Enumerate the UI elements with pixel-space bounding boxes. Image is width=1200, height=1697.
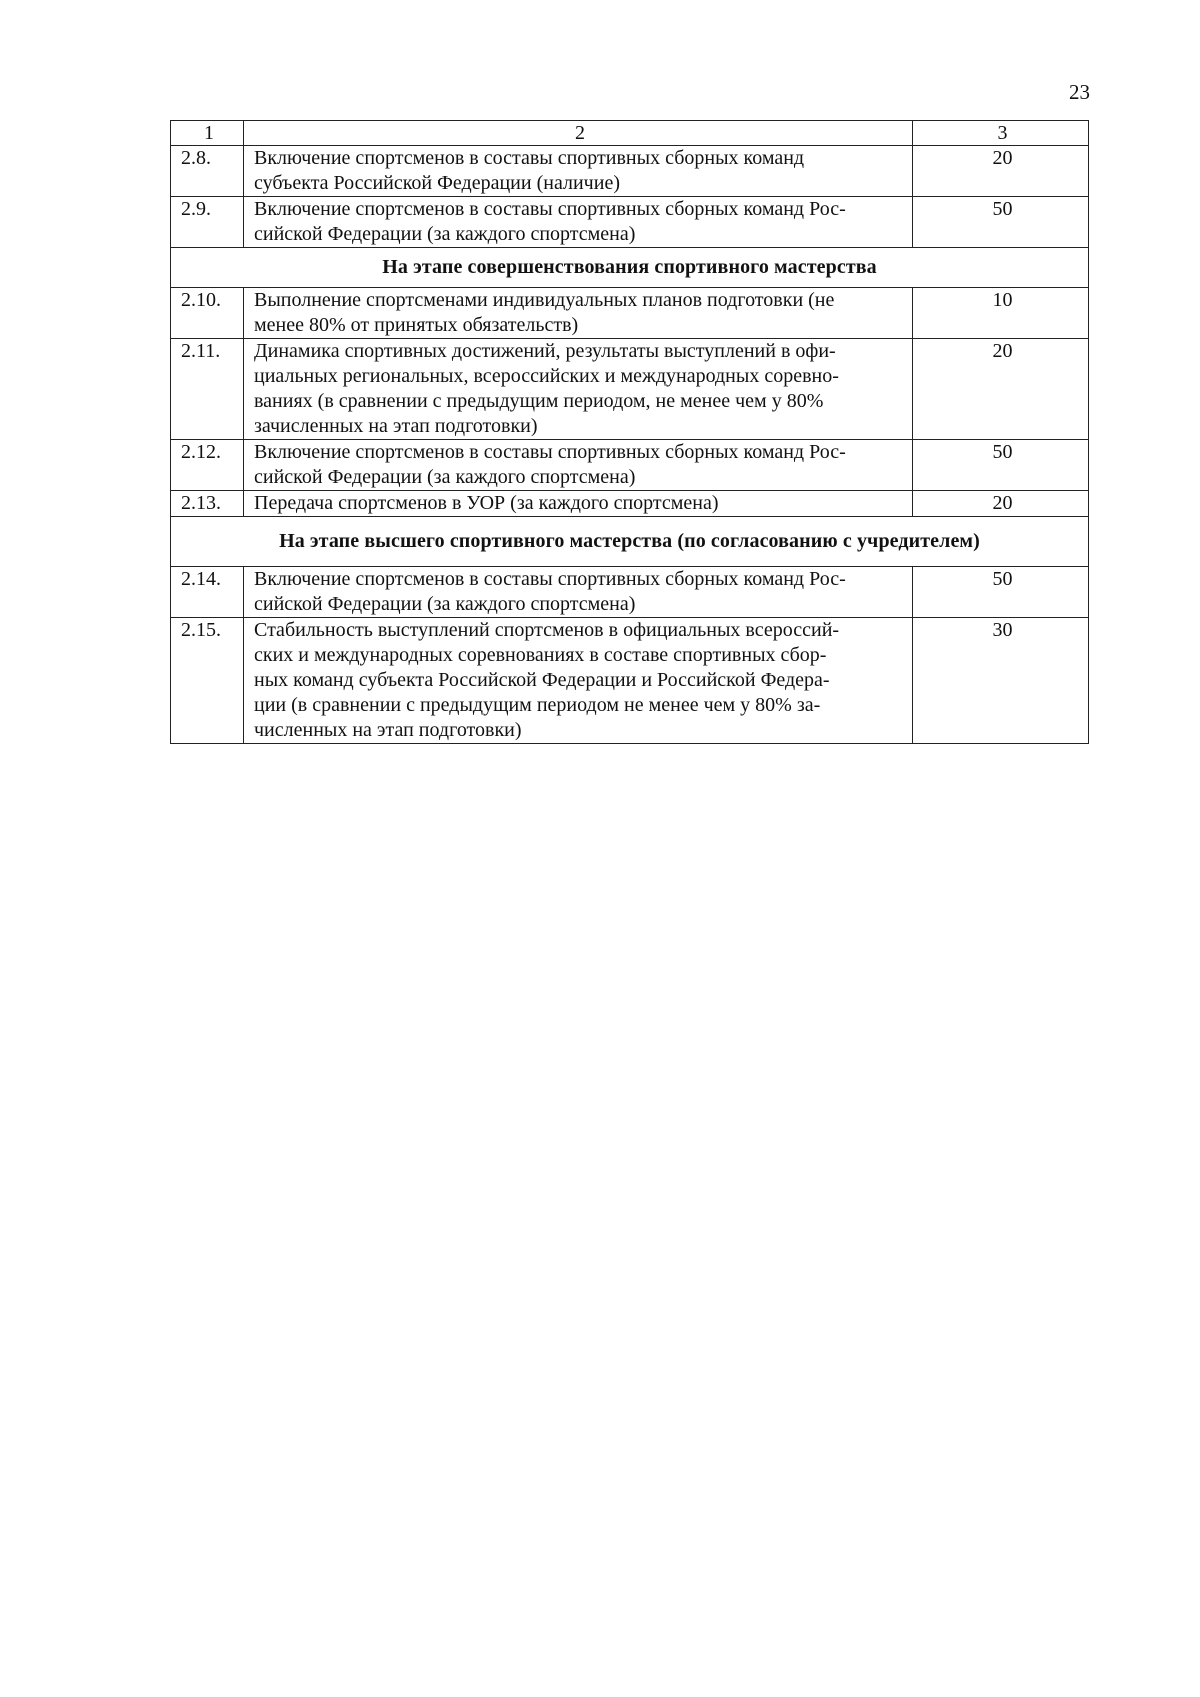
table-row	[171, 440, 1089, 491]
row-description: Включение спортсменов в составы спортивных сборных команд Рос- сийской Федерации (за каждого спортсмена)	[244, 567, 913, 618]
row-score: 50	[913, 440, 1089, 491]
row-number: 2.14.	[171, 567, 244, 618]
section-heading: На этапе высшего спортивного мастерства (по согласованию с учредителем)	[171, 517, 1089, 567]
header-cell-description: 2	[244, 121, 913, 146]
row-description: Стабильность выступлений спортсменов в официальных всероссий- ских и международных соревнованиях в составе спортивных сбор- ных команд субъекта Российской Федерации и Российской Федера- ции (в сравнении с предыдущим периодом не менее чем у 80% за- численных на этап подготовки)	[244, 618, 913, 744]
row-description: Включение спортсменов в составы спортивных сборных команд Рос- сийской Федерации (за каждого спортсмена)	[244, 440, 913, 491]
table-row	[171, 618, 1089, 744]
row-score: 20	[913, 146, 1089, 197]
row-score: 50	[913, 567, 1089, 618]
table-row	[171, 567, 1089, 618]
section-heading: На этапе совершенствования спортивного мастерства	[171, 248, 1089, 288]
row-number: 2.12.	[171, 440, 244, 491]
row-score: 50	[913, 197, 1089, 248]
row-number: 2.11.	[171, 339, 244, 440]
section-heading-row	[171, 517, 1089, 567]
row-number: 2.8.	[171, 146, 244, 197]
row-description: Включение спортсменов в составы спортивных сборных команд субъекта Российской Федерации (наличие)	[244, 146, 913, 197]
criteria-table	[170, 120, 1089, 744]
header-cell-score: 3	[913, 121, 1089, 146]
row-description: Динамика спортивных достижений, результаты выступлений в офи- циальных региональных, всероссийских и международных соревно- ваниях (в сравнении с предыдущим периодом, не менее чем у 80% зачисленных на этап подготовки)	[244, 339, 913, 440]
row-number: 2.15.	[171, 618, 244, 744]
table-header-row	[171, 121, 1089, 146]
row-description: Передача спортсменов в УОР (за каждого спортсмена)	[244, 491, 913, 517]
header-cell-number: 1	[171, 121, 244, 146]
table-row	[171, 339, 1089, 440]
row-score: 20	[913, 491, 1089, 517]
row-description: Включение спортсменов в составы спортивных сборных команд Рос- сийской Федерации (за каждого спортсмена)	[244, 197, 913, 248]
row-number: 2.9.	[171, 197, 244, 248]
row-score: 20	[913, 339, 1089, 440]
table-row	[171, 288, 1089, 339]
row-number: 2.10.	[171, 288, 244, 339]
page-number: 23	[1069, 80, 1090, 104]
table-row	[171, 197, 1089, 248]
row-score: 30	[913, 618, 1089, 744]
section-heading-row	[171, 248, 1089, 288]
row-description: Выполнение спортсменами индивидуальных планов подготовки (не менее 80% от принятых обязательств)	[244, 288, 913, 339]
table-row	[171, 146, 1089, 197]
row-score: 10	[913, 288, 1089, 339]
row-number: 2.13.	[171, 491, 244, 517]
table-row	[171, 491, 1089, 517]
